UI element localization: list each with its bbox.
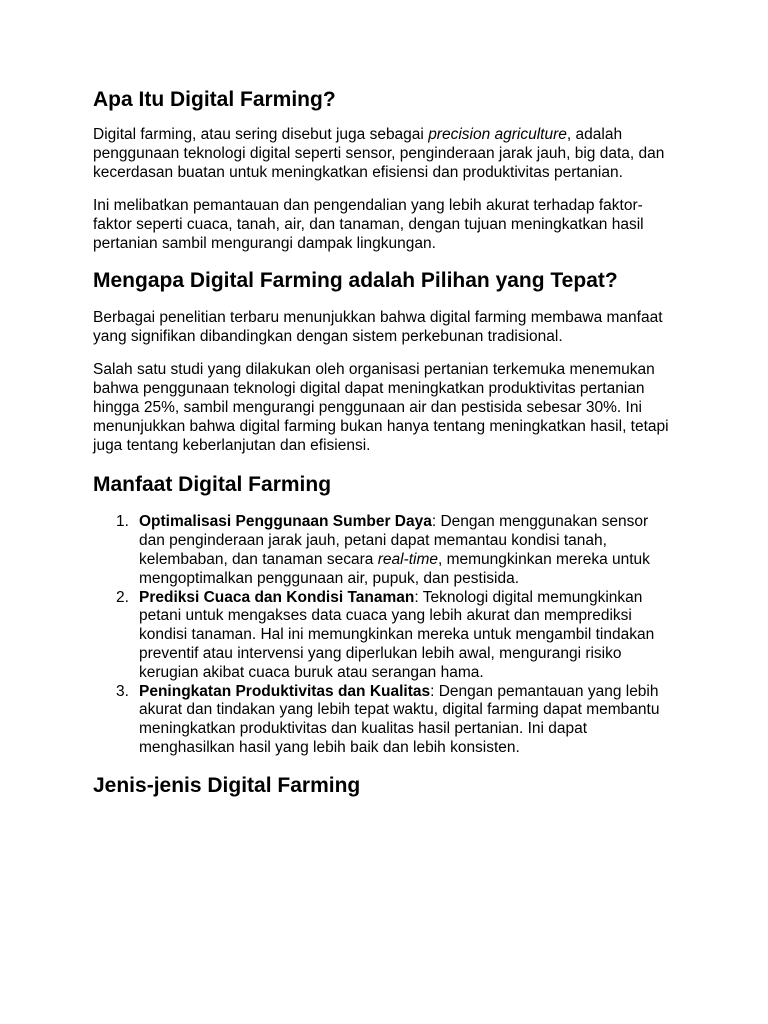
heading-apa-itu-digital-farming: Apa Itu Digital Farming? <box>93 88 336 111</box>
heading-mengapa-digital-farming: Mengapa Digital Farming adalah Pilihan yang Tepat? <box>93 268 618 292</box>
heading-jenis-digital-farming: Jenis-jenis Digital Farming <box>93 773 361 797</box>
benefits-list <box>93 513 675 757</box>
list-item-title: Prediksi Cuaca dan Kondisi Tanaman <box>139 588 415 606</box>
list-item-title: Optimalisasi Penggunaan Sumber Daya <box>139 513 432 531</box>
list-item-text: : Teknologi digital memungkinkan petani untuk mengakses data cuaca yang lebih akurat dan memprediksi kondisi tanaman. Hal ini memungkinkan mereka untuk mengambil tindakan preventif atau intervensi yang diperlukan lebih awal, mengurangi risiko kerugian akibat cuaca buruk atau serangan hama. <box>139 588 655 681</box>
list-item-number: 1. <box>116 513 129 531</box>
paragraph-definition <box>93 126 675 182</box>
paragraph-monitoring: Ini melibatkan pemantauan dan pengendalian yang lebih akurat terhadap faktor-faktor seperti cuaca, tanah, air, dan tanaman, dengan tujuan meningkatkan hasil pertanian sambil mengurangi dampak lingkungan. <box>93 197 644 252</box>
paragraph-research: Berbagai penelitian terbaru menunjukkan bahwa digital farming membawa manfaat yang signifikan dibandingkan dengan sistem perkebunan tradisional. <box>93 308 663 345</box>
paragraph-definition-text-end: , adalah penggunaan teknologi digital seperti sensor, penginderaan jarak jauh, big data, dan kecerdasan buatan untuk meningkatkan efisiensi dan produktivitas pertanian. <box>93 126 665 181</box>
term-precision-agriculture: precision agriculture <box>428 126 567 143</box>
list-item-text-end: , memungkinkan mereka untuk mengoptimalkan penggunaan air, pupuk, dan pestisida. <box>139 550 650 587</box>
paragraph-study: Salah satu studi yang dilakukan oleh organisasi pertanian terkemuka menemukan bahwa penggunaan teknologi digital dapat meningkatkan produktivitas pertanian hingga 25%, sambil mengurangi penggunaan air dan pestisida sebesar 30%. Ini menunjukkan bahwa digital farming bukan hanya tentang meningkatkan hasil, tetapi juga tentang keberlanjutan dan efisiensi. <box>93 361 669 454</box>
document-page <box>93 86 675 800</box>
list-item <box>93 589 675 683</box>
term-real-time: real-time <box>377 550 438 568</box>
list-item-text: : Dengan menggunakan sensor dan penginderaan jarak jauh, petani dapat memantau kondisi tanah, kelembaban, dan tanaman secara <box>139 513 649 568</box>
list-item-number: 2. <box>116 588 129 606</box>
heading-manfaat-digital-farming: Manfaat Digital Farming <box>93 473 332 497</box>
paragraph-definition-text-start: Digital farming, atau sering disebut juga sebagai <box>93 126 429 143</box>
list-item-title: Peningkatan Produktivitas dan Kualitas <box>139 682 431 700</box>
list-item-text: : Dengan pemantauan yang lebih akurat dan tindakan yang lebih tepat waktu, digital farming dapat membantu meningkatkan produktivitas dan kualitas hasil pertanian. Ini dapat menghasilkan hasil yang lebih baik dan lebih konsisten. <box>139 682 660 756</box>
list-item <box>93 513 675 588</box>
list-item <box>93 683 675 758</box>
list-item-number: 3. <box>116 682 129 700</box>
